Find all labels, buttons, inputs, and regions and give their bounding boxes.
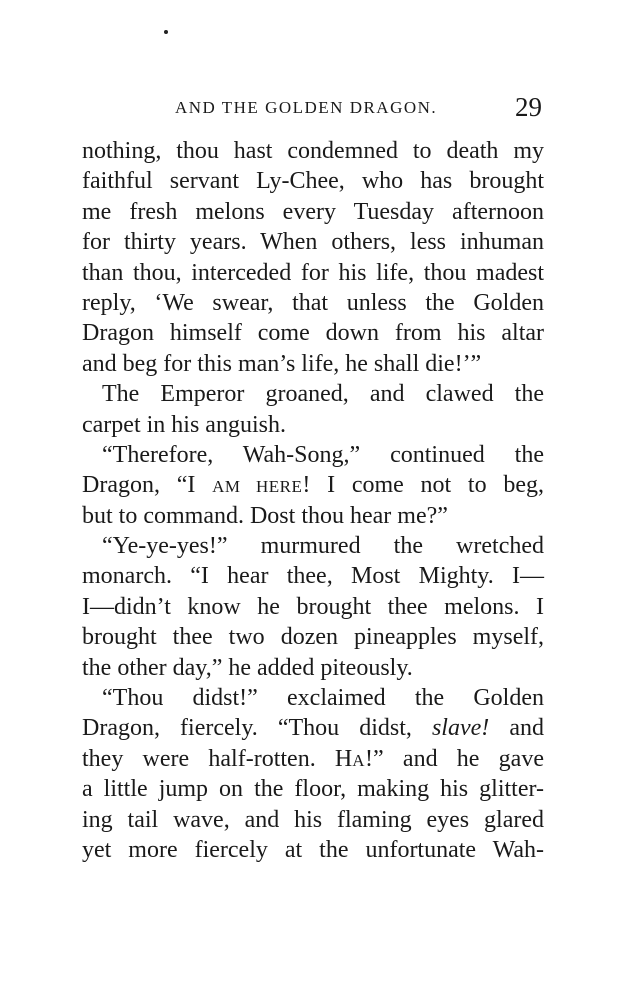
text-line: than thou, interceded for his life, thou madest <box>82 259 544 286</box>
text-line <box>82 713 544 743</box>
text-line: for thirty years. When others, less inhuman <box>82 229 544 256</box>
text-line: reply, ‘We swear, that unless the Golden <box>82 289 544 316</box>
small-caps-text: A <box>352 750 366 770</box>
body-text <box>82 136 544 865</box>
text-line <box>82 744 544 774</box>
paragraph-start-line: “Thou didst!” exclaimed the Golden <box>102 685 544 712</box>
paragraph-start-line: The Emperor groaned, and clawed the <box>102 381 544 408</box>
text-line: me fresh melons every Tuesday afternoon <box>82 198 544 225</box>
text-line: carpet in his anguish. <box>82 411 286 438</box>
paragraph-start-line: “Ye-ye-yes!” murmured the wretched <box>102 533 544 560</box>
text-segment: !” and he gave <box>365 745 544 772</box>
text-line: faithful servant Ly-Chee, who has brought <box>82 168 544 195</box>
text-segment: Dragon, fiercely. “Thou didst, <box>82 715 432 742</box>
text-line: and beg for this man’s life, he shall die!’” <box>82 350 482 377</box>
text-line: I—didn’t know he brought thee melons. I <box>82 593 544 620</box>
small-caps-text: AM HERE <box>212 477 303 497</box>
text-line: a little jump on the floor, making his glitter- <box>82 776 544 803</box>
text-line: the other day,” he added piteously. <box>82 654 413 681</box>
ink-speck <box>164 30 168 34</box>
text-segment: ! I come not to beg, <box>302 472 544 499</box>
page-number: 29 <box>515 92 542 122</box>
text-line <box>82 470 544 500</box>
running-title: AND THE GOLDEN DRAGON. <box>175 98 438 117</box>
text-segment: and <box>489 715 545 742</box>
text-segment: they were half-rotten. H <box>82 745 353 772</box>
text-line: Dragon himself come down from his altar <box>82 320 544 347</box>
text-line: but to command. Dost thou hear me?” <box>82 502 448 529</box>
running-header <box>82 92 544 124</box>
text-line: nothing, thou hast condemned to death my <box>82 138 544 164</box>
text-line: ing tail wave, and his flaming eyes glared <box>82 806 544 833</box>
text-segment: Dragon, “I <box>82 472 213 499</box>
text-line: yet more fiercely at the unfortunate Wah- <box>82 836 544 863</box>
italic-text: slave! <box>431 715 490 742</box>
text-line: monarch. “I hear thee, Most Mighty. I— <box>82 563 544 590</box>
paragraph-start-line: “Therefore, Wah-Song,” continued the <box>102 441 544 468</box>
text-line: brought thee two dozen pineapples myself, <box>82 624 544 651</box>
